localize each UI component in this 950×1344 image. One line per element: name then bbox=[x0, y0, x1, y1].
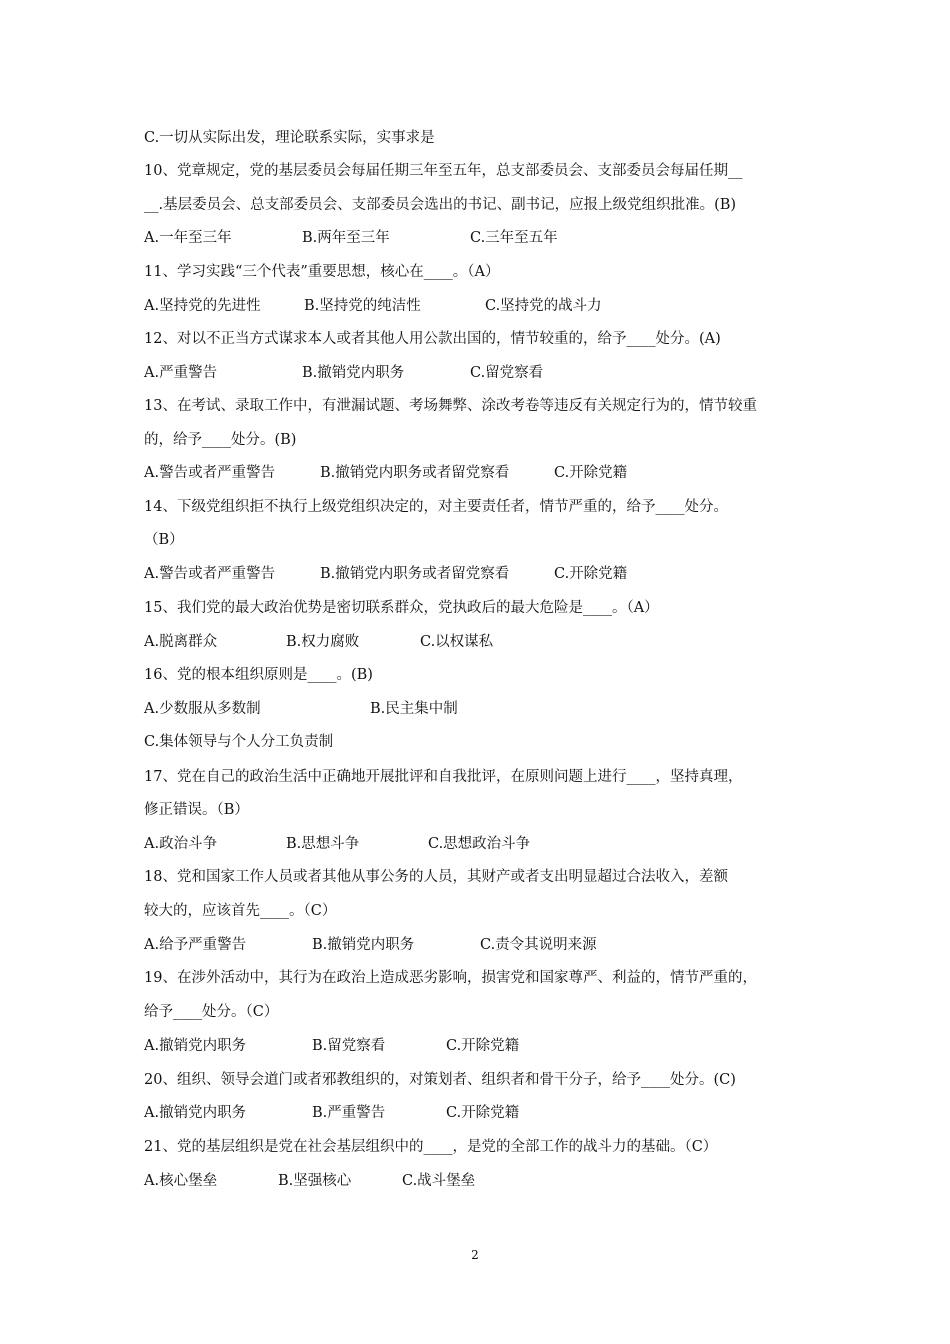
text-line: 较大的，应该首先____。（C） bbox=[144, 903, 337, 919]
answer-option: A.核心堡垒 bbox=[144, 1173, 218, 1189]
answer-option: C.开除党籍 bbox=[554, 465, 628, 481]
answer-option: C.开除党籍 bbox=[554, 566, 628, 582]
text-line: （B） bbox=[144, 532, 184, 548]
answer-option: B.权力腐败 bbox=[286, 634, 360, 650]
text-line: C.集体领导与个人分工负责制 bbox=[144, 734, 334, 750]
text-line: 10、党章规定，党的基层委员会每届任期三年至五年，总支部委员会、支部委员会每届任期__ bbox=[144, 163, 743, 179]
answer-option: A.警告或者严重警告 bbox=[144, 566, 276, 582]
answer-option: A.政治斗争 bbox=[144, 836, 218, 852]
answer-option: C.开除党籍 bbox=[446, 1105, 520, 1121]
answer-option: C.开除党籍 bbox=[446, 1038, 520, 1054]
answer-option: A.坚持党的先进性 bbox=[144, 298, 261, 314]
text-line: 18、党和国家工作人员或者其他从事公务的人员，其财产或者支出明显超过合法收入，差额 bbox=[144, 869, 728, 885]
text-line: __.基层委员会、总支部委员会、支部委员会选出的书记、副书记，应报上级党组织批准。(B) bbox=[144, 197, 737, 213]
answer-option: A.撤销党内职务 bbox=[144, 1038, 247, 1054]
text-line: 15、我们党的最大政治优势是密切联系群众，党执政后的最大危险是____。（A） bbox=[144, 600, 659, 616]
answer-option: C.三年至五年 bbox=[470, 230, 558, 246]
answer-option: B.两年至三年 bbox=[302, 230, 390, 246]
text-line: 的，给予____处分。(B) bbox=[144, 432, 297, 448]
answer-option: A.警告或者严重警告 bbox=[144, 465, 276, 481]
answer-option: A.给予严重警告 bbox=[144, 937, 247, 953]
answer-option: A.脱离群众 bbox=[144, 634, 218, 650]
page-number: 2 bbox=[471, 1248, 479, 1262]
text-line: 12、对以不正当方式谋求本人或者其他人用公款出国的，情节较重的，给予____处分。(A) bbox=[144, 331, 721, 347]
text-line: C.一切从实际出发，理论联系实际，实事求是 bbox=[144, 130, 435, 146]
answer-option: C.留党察看 bbox=[470, 365, 544, 381]
answer-option: B.思想斗争 bbox=[286, 836, 360, 852]
answer-option: A.一年至三年 bbox=[144, 230, 232, 246]
text-line: 19、在涉外活动中，其行为在政治上造成恶劣影响，损害党和国家尊严、利益的，情节严重的， bbox=[144, 970, 757, 986]
answer-option: B.撤销党内职务 bbox=[312, 937, 415, 953]
text-line: 17、党在自己的政治生活中正确地开展批评和自我批评，在原则问题上进行____，坚持真理， bbox=[144, 769, 743, 785]
answer-option: B.民主集中制 bbox=[370, 701, 458, 717]
answer-option: A.少数服从多数制 bbox=[144, 701, 261, 717]
answer-option: B.坚强核心 bbox=[278, 1173, 352, 1189]
text-line: 给予____处分。（C） bbox=[144, 1004, 279, 1020]
text-line: 21、党的基层组织是党在社会基层组织中的____，是党的全部工作的战斗力的基础。（C） bbox=[144, 1139, 718, 1155]
text-line: 14、下级党组织拒不执行上级党组织决定的，对主要责任者，情节严重的，给予____处分。 bbox=[144, 499, 728, 515]
answer-option: B.留党察看 bbox=[312, 1038, 386, 1054]
answer-option: B.坚持党的纯洁性 bbox=[304, 298, 421, 314]
answer-option: C.思想政治斗争 bbox=[428, 836, 531, 852]
answer-option: B.严重警告 bbox=[312, 1105, 386, 1121]
answer-option: C.坚持党的战斗力 bbox=[485, 298, 602, 314]
answer-option: C.以权谋私 bbox=[420, 634, 494, 650]
answer-option: B.撤销党内职务或者留党察看 bbox=[320, 566, 510, 582]
text-line: 20、组织、领导会道门或者邪教组织的，对策划者、组织者和骨干分子，给予____处分。(C) bbox=[144, 1072, 736, 1088]
answer-option: C.战斗堡垒 bbox=[402, 1173, 476, 1189]
text-line: 16、党的根本组织原则是____。(B) bbox=[144, 667, 373, 683]
text-line: 13、在考试、录取工作中，有泄漏试题、考场舞弊、涂改考卷等违反有关规定行为的，情节较重 bbox=[144, 398, 757, 414]
answer-option: A.严重警告 bbox=[144, 365, 218, 381]
answer-option: B.撤销党内职务或者留党察看 bbox=[320, 465, 510, 481]
answer-option: B.撤销党内职务 bbox=[302, 365, 405, 381]
answer-option: C.责令其说明来源 bbox=[480, 937, 597, 953]
text-line: 修正错误。（B） bbox=[144, 802, 249, 818]
text-line: 11、学习实践“三个代表”重要思想，核心在____。（A） bbox=[144, 264, 500, 280]
answer-option: A.撤销党内职务 bbox=[144, 1105, 247, 1121]
